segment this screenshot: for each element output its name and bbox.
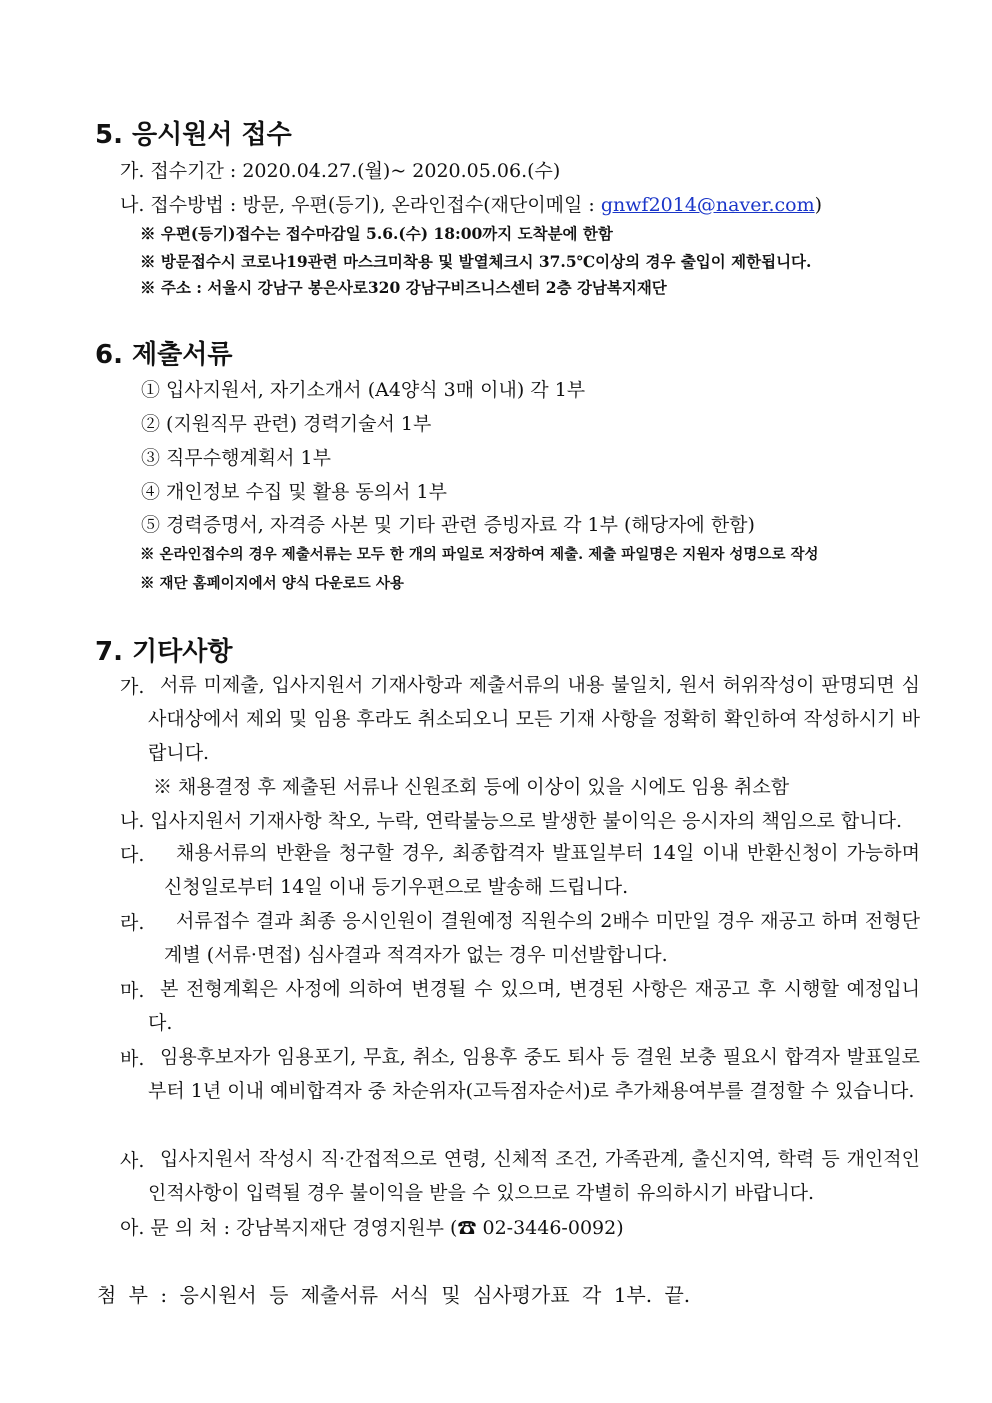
sec6-item-5: ⑤ 경력증명서, 자격증 사본 및 기타 관련 증빙자료 각 1부 (해당자에 한함) (141, 514, 755, 536)
section-5-title: 5. 응시원서 접수 (95, 120, 292, 150)
sec5-note-2: ※ 방문접수시 코로나19관련 마스크미착용 및 발열체크시 37.5℃이상의 경우 출입이 제한됩니다. (140, 252, 812, 271)
sec7-da-text: 채용서류의 반환을 청구할 경우, 최종합격자 발표일부터 14일 이내 반환신청이 가능하며 신청일로부터 14일 이내 등기우편으로 발송해 드립니다. (164, 842, 920, 898)
sec7-ra-text: 서류접수 결과 최종 응시인원이 결원예정 직원수의 2배수 미만일 경우 재공고 하며 전형단계별 (서류·면접) 심사결과 적격자가 없는 경우 미선발합니다. (164, 910, 920, 966)
sec5-note-3: ※ 주소 : 서울시 강남구 봉은사로320 강남구비즈니스센터 2층 강남복지재단 (140, 278, 667, 297)
email-link[interactable]: gnwf2014@naver.com (600, 194, 815, 216)
sec5-method-close: ) (814, 194, 823, 216)
sec7-contact: 아. 문 의 처 : 강남복지재단 경영지원부 (☎ 02-3446-0092) (120, 1217, 624, 1239)
sec6-item-1: ① 입사지원서, 자기소개서 (A4양식 3매 이내) 각 1부 (141, 379, 586, 401)
sec7-ra-label: 라. (120, 912, 145, 934)
sec6-note-2: ※ 재단 홈페이지에서 양식 다운로드 사용 (140, 575, 404, 592)
sec7-ba-label: 바. (120, 1048, 145, 1070)
sec7-sa-label: 사. (120, 1150, 145, 1172)
sec7-ma-label: 마. (120, 980, 145, 1002)
sec6-note-1: ※ 온라인접수의 경우 제출서류는 모두 한 개의 파일로 저장하여 제출. 제출 파일명은 지원자 성명으로 작성 (140, 546, 819, 563)
section-7-title: 7. 기타사항 (95, 637, 233, 667)
sec6-item-2: ② (지원직무 관련) 경력기술서 1부 (141, 413, 432, 435)
section-6-title: 6. 제출서류 (95, 340, 233, 370)
sec7-ba-text: 임용후보자가 임용포기, 무효, 취소, 임용후 중도 퇴사 등 결원 보충 필요시 합격자 발표일로부터 1년 이내 예비합격자 중 차순위자(고득점자순서)로 추가채용여부를 결정할 수 있습니다. (148, 1046, 920, 1102)
sec7-na: 나. 입사지원서 기재사항 착오, 누락, 연락불능으로 발생한 불이익은 응시자의 책임으로 합니다. (120, 810, 903, 832)
sec7-ga-label: 가. (120, 676, 145, 698)
sec6-item-3: ③ 직무수행계획서 1부 (141, 447, 331, 469)
sec7-ga-note: ※ 채용결정 후 제출된 서류나 신원조회 등에 이상이 있을 시에도 임용 취소함 (153, 776, 790, 798)
sec6-item-4: ④ 개인정보 수집 및 활용 동의서 1부 (141, 481, 447, 503)
attachment-line: 첨 부 : 응시원서 등 제출서류 서식 및 심사평가표 각 1부. 끝. (97, 1283, 691, 1307)
sec5-note-1: ※ 우편(등기)접수는 접수마감일 5.6.(수) 18:00까지 도착분에 한함 (140, 224, 613, 243)
sec5-method (120, 190, 822, 217)
sec5-period: 가. 접수기간 : 2020.04.27.(월)~ 2020.05.06.(수) (120, 160, 561, 182)
sec7-sa-text: 입사지원서 작성시 직·간접적으로 연령, 신체적 조건, 가족관계, 출신지역, 학력 등 개인적인 인적사항이 입력될 경우 불이익을 받을 수 있으므로 각별히 유의하시기 바랍니다. (148, 1148, 920, 1204)
sec5-method-text: 나. 접수방법 : 방문, 우편(등기), 온라인접수(재단이메일 : (120, 194, 601, 216)
sec7-ma-text: 본 전형계획은 사정에 의하여 변경될 수 있으며, 변경된 사항은 재공고 후 시행할 예정입니다. (148, 978, 920, 1034)
sec7-ga-text: 서류 미제출, 입사지원서 기재사항과 제출서류의 내용 불일치, 원서 허위작성이 판명되면 심사대상에서 제외 및 임용 후라도 취소되오니 모든 기재 사항을 정확히 확인하여 작성하시기 바랍니다. (148, 674, 920, 764)
sec7-da-label: 다. (120, 844, 145, 866)
